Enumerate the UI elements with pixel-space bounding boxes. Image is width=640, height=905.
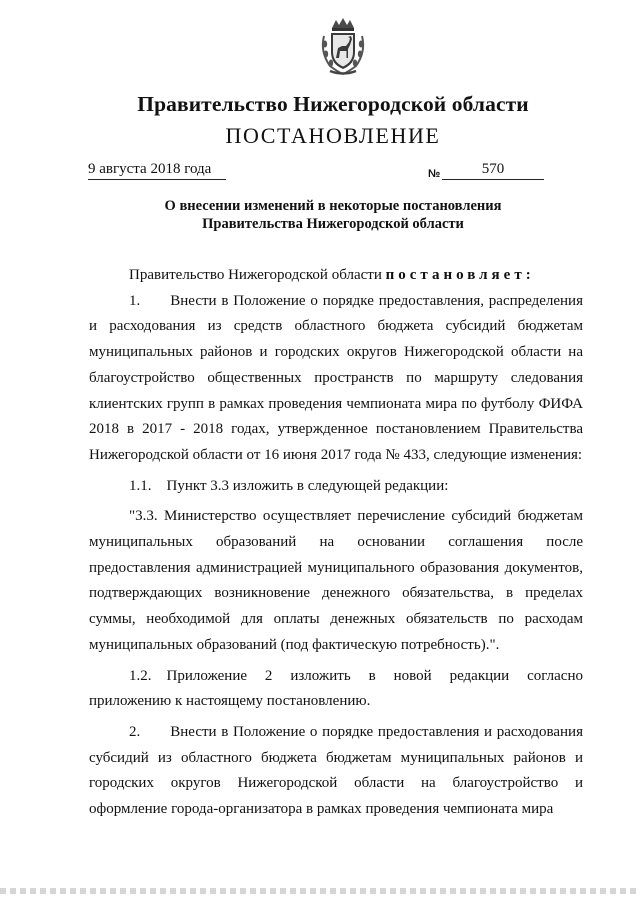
decree-intro — [89, 263, 583, 289]
subject-line-2: Правительства Нижегородской области — [202, 216, 464, 232]
paragraph-2: 2. Внести в Положение о порядке предоставления и расходования субсидий из областного бюджета бюджетам муниципальных районов и городских округов Нижегородской области на благоустройство и оформление города-организатора в рамках проведения чемпионата мира — [89, 723, 583, 818]
nizhny-novgorod-coat-of-arms-icon — [318, 16, 368, 76]
paragraph-1: 1. Внести в Положение о порядке предоставления, распределения и расходования из средств областного бюджета субсидий бюджетам муниципальных районов и городских округов Нижегородской области на благоустройство общественных пространств по маршруту следования клиентских групп в рамках проведения чемпионата мира по футболу ФИФА 2018 в 2017 - 2018 годах, утвержденное постановлением Правительства Нижегородской области от 16 июня 2017 года № 433, следующие изменения: — [89, 292, 583, 463]
government-title: Правительство Нижегородской области — [137, 92, 529, 116]
document-date: 9 августа 2018 года — [88, 160, 226, 180]
document-body — [89, 263, 583, 823]
number-sign: № — [428, 168, 441, 180]
scan-artifact-divider — [0, 888, 640, 894]
subject-line-1: О внесении изменений в некоторые постановления — [164, 198, 502, 214]
decree-intro-prefix: Правительство Нижегородской области — [129, 267, 386, 283]
paragraph-1-1-quote: "3.3. Министерство осуществляет перечисление субсидий бюджетам муниципальных образований на основании соглашения после предоставления администрацией муниципального образования документов, подтверждающих возникновение денежного обязательства, в пределах суммы, необходимой для оплаты денежных обязательств по расходам муниципальных образований (под фактическую потребность).". — [89, 508, 583, 653]
document-subject — [0, 197, 640, 233]
decree-keyword: постановляет: — [385, 267, 535, 283]
document-type: ПОСТАНОВЛЕНИЕ — [225, 123, 441, 148]
paragraph-1-1: 1.1. Пункт 3.3 изложить в следующей редакции: — [129, 477, 449, 494]
paragraph-1-2: 1.2. Приложение 2 изложить в новой редакции согласно приложению к настоящему постановлению. — [89, 667, 583, 710]
document-number: 570 — [442, 160, 544, 180]
